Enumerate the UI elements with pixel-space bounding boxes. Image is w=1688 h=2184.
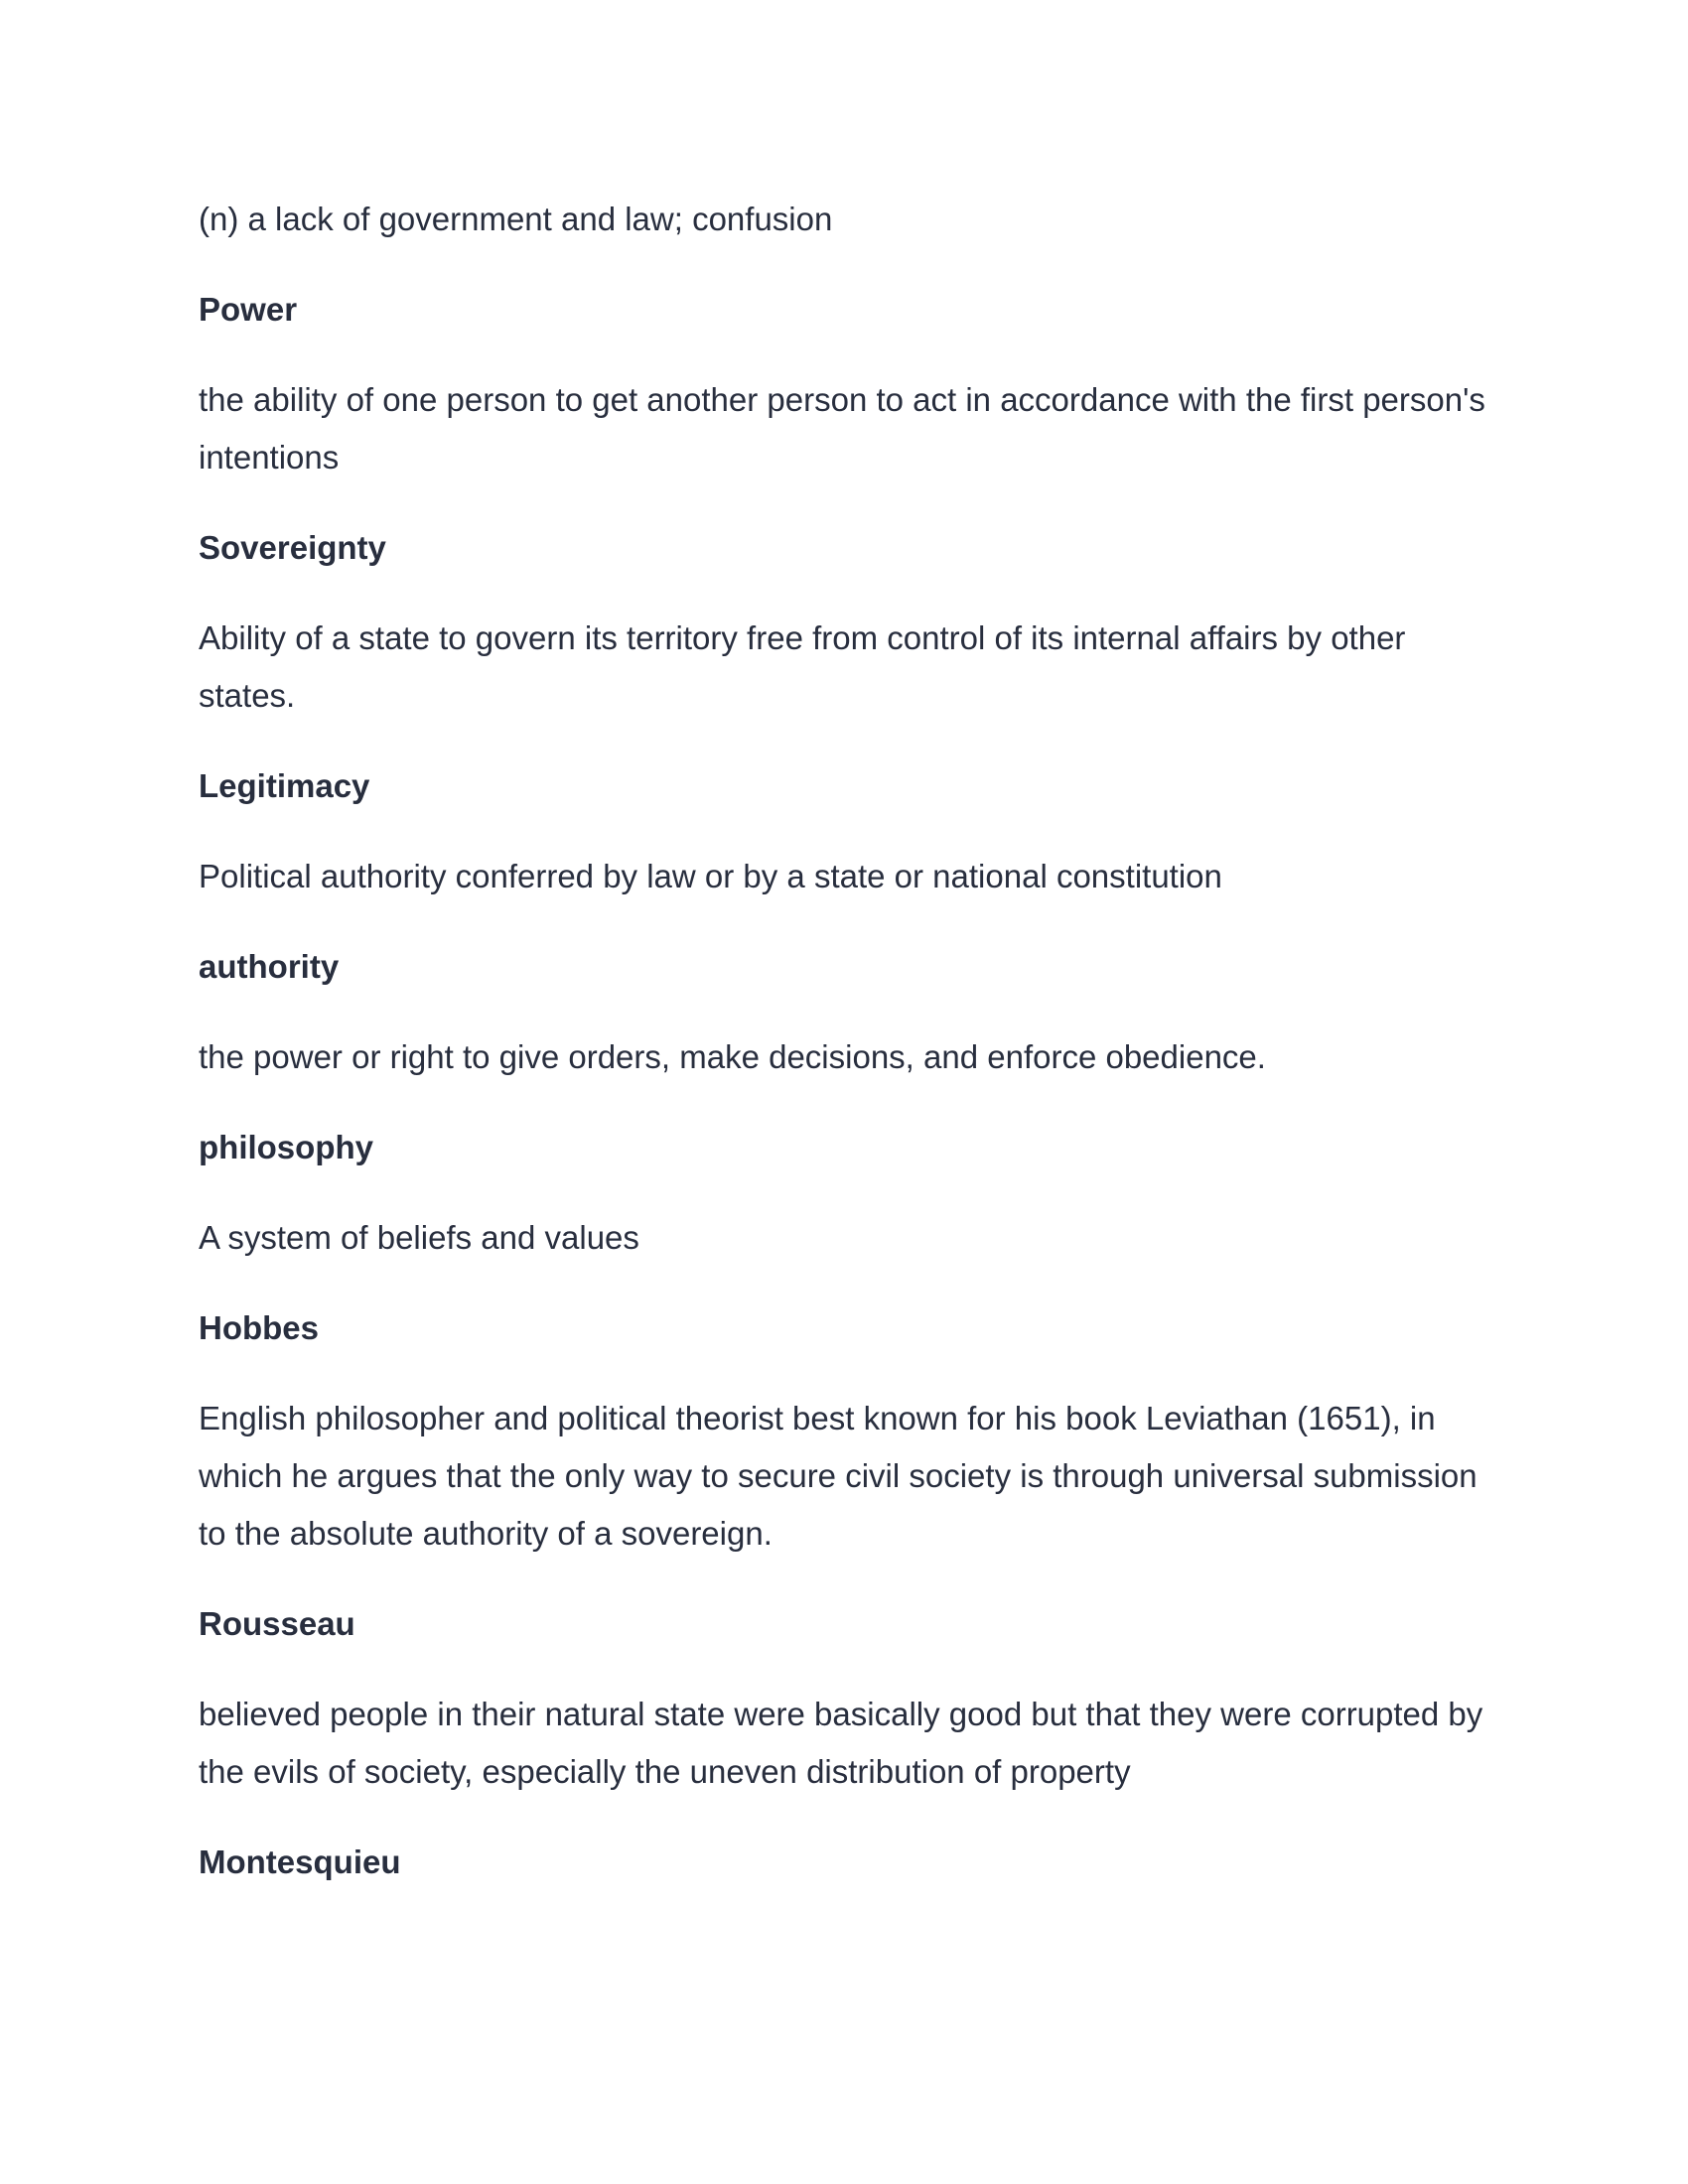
term-authority: authority <box>199 948 340 985</box>
definition-sovereignty: Ability of a state to govern its territory free from control of its internal affairs by other states. <box>199 619 1406 714</box>
term-sovereignty: Sovereignty <box>199 529 386 566</box>
term-power: Power <box>199 291 298 328</box>
definition-philosophy: A system of beliefs and values <box>199 1219 639 1256</box>
definition-legitimacy: Political authority conferred by law or by a state or national constitution <box>199 858 1222 894</box>
term-hobbes: Hobbes <box>199 1309 320 1346</box>
definition-rousseau: believed people in their natural state were basically good but that they were corrupted by the evils of society, especially the uneven distribution of property <box>199 1696 1483 1790</box>
term-montesquieu: Montesquieu <box>199 1843 401 1880</box>
definition-authority: the power or right to give orders, make decisions, and enforce obedience. <box>199 1038 1266 1075</box>
definition-power: the ability of one person to get another person to act in accordance with the first person's intentions <box>199 381 1485 476</box>
intro-definition: (n) a lack of government and law; confusion <box>199 201 833 237</box>
definition-hobbes: English philosopher and political theorist best known for his book Leviathan (1651), in which he argues that the only way to secure civil society is through universal submission to the absolute authority of a sovereign. <box>199 1400 1477 1552</box>
flashcard-list <box>199 191 1489 1924</box>
term-rousseau: Rousseau <box>199 1605 355 1642</box>
term-philosophy: philosophy <box>199 1129 373 1165</box>
term-legitimacy: Legitimacy <box>199 767 370 804</box>
